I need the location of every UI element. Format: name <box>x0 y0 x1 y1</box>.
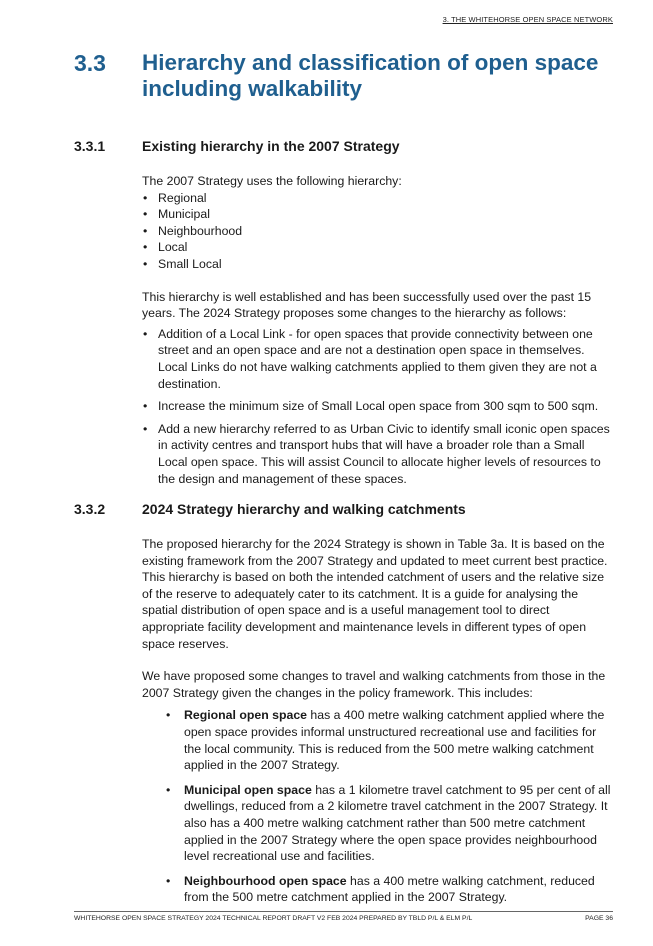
catchment-list <box>166 707 615 906</box>
section-3-3-2-body <box>142 536 615 914</box>
item-term: Municipal open space <box>184 782 312 797</box>
list-item <box>166 873 615 906</box>
list-item <box>166 707 615 773</box>
subsection-number: 3.3.2 <box>74 501 106 517</box>
footer-divider <box>74 911 613 912</box>
page-number: PAGE 36 <box>585 915 613 922</box>
item-term: Neighbourhood open space <box>184 873 347 888</box>
running-head: 3. THE WHITEHORSE OPEN SPACE NETWORK <box>442 15 613 24</box>
subsection-title: Existing hierarchy in the 2007 Strategy <box>142 138 400 154</box>
list-item: • Neighbourhood <box>142 223 615 240</box>
paragraph: We have proposed some changes to travel and walking catchments from those in the 2007 Strategy given the changes in the policy framework. This includes: <box>142 669 606 700</box>
paragraph: The 2007 Strategy uses the following hierarchy: <box>142 174 402 188</box>
item-text: has a 1 kilometre travel catchment to 95 per cent of all dwellings, reduced from a 2 kilometre travel catchment in the 2007 Strategy. It also has a 400 metre walking catchment rather than 500 metre catchment applied in the 2007 Strategy where the open space provides neighbourhood level recreational use and facilities. <box>184 782 611 864</box>
hierarchy-list <box>142 190 615 273</box>
paragraph: This hierarchy is well established and has been successfully used over the past 15 years. The 2024 Strategy proposes some changes to the hierarchy as follows: <box>142 289 592 321</box>
section-number: 3.3 <box>74 50 106 76</box>
list-item: • Add a new hierarchy referred to as Urban Civic to identify small iconic open spaces in activity centres and transport hubs that will have a broader role than a Small Local open space. This will assist Council to allocate higher levels of resources to the design and management of these spaces. <box>142 421 615 487</box>
item-text: has a 400 metre walking catchment, reduced from the 500 metre catchment applied in the 2007 Strategy. <box>184 873 595 905</box>
list-item: • Local <box>142 239 615 256</box>
list-item: • Increase the minimum size of Small Local open space from 300 sqm to 500 sqm. <box>142 398 615 415</box>
list-item: • Small Local <box>142 256 615 273</box>
subsection-title: 2024 Strategy hierarchy and walking catchments <box>142 501 466 517</box>
list-item: • Municipal <box>142 206 615 223</box>
section-title: Hierarchy and classification of open space including walkability <box>142 50 599 101</box>
list-item: • Addition of a Local Link - for open spaces that provide connectivity between one street and an open space and are not a destination open space in themselves. Local Links do not have walking catchments applied to them given they are not a destination. <box>142 326 615 392</box>
item-text: has a 400 metre walking catchment applied where the open space provides informal unstructured recreational use and facilities for the local community. This is reduced from the 500 metre walking catchment applied in the 2007 Strategy. <box>184 708 605 773</box>
list-item <box>166 782 615 865</box>
footer-document-info: WHITEHORSE OPEN SPACE STRATEGY 2024 TECHNICAL REPORT DRAFT V2 FEB 2024 PREPARED BY TBLD P/L & ELM P/L <box>74 915 473 922</box>
list-item: • Regional <box>142 190 615 207</box>
section-heading-3-3 <box>74 50 614 102</box>
section-3-3-1-body <box>142 173 615 493</box>
item-term: Regional open space <box>184 708 307 723</box>
paragraph: The proposed hierarchy for the 2024 Strategy is shown in Table 3a. It is based on the existing framework from the 2007 Strategy and updated to meet current best practice. This hierarchy is based on both the intended catchment of users and the relative size of the reserve to adequately cater to its catchment. It is a guide for analysing the spatial distribution of open space and is a useful management tool to direct appropriate facility development and maintenance levels in different types of open space reserves. <box>142 537 608 651</box>
subsection-number: 3.3.1 <box>74 138 106 154</box>
changes-list <box>142 326 615 487</box>
